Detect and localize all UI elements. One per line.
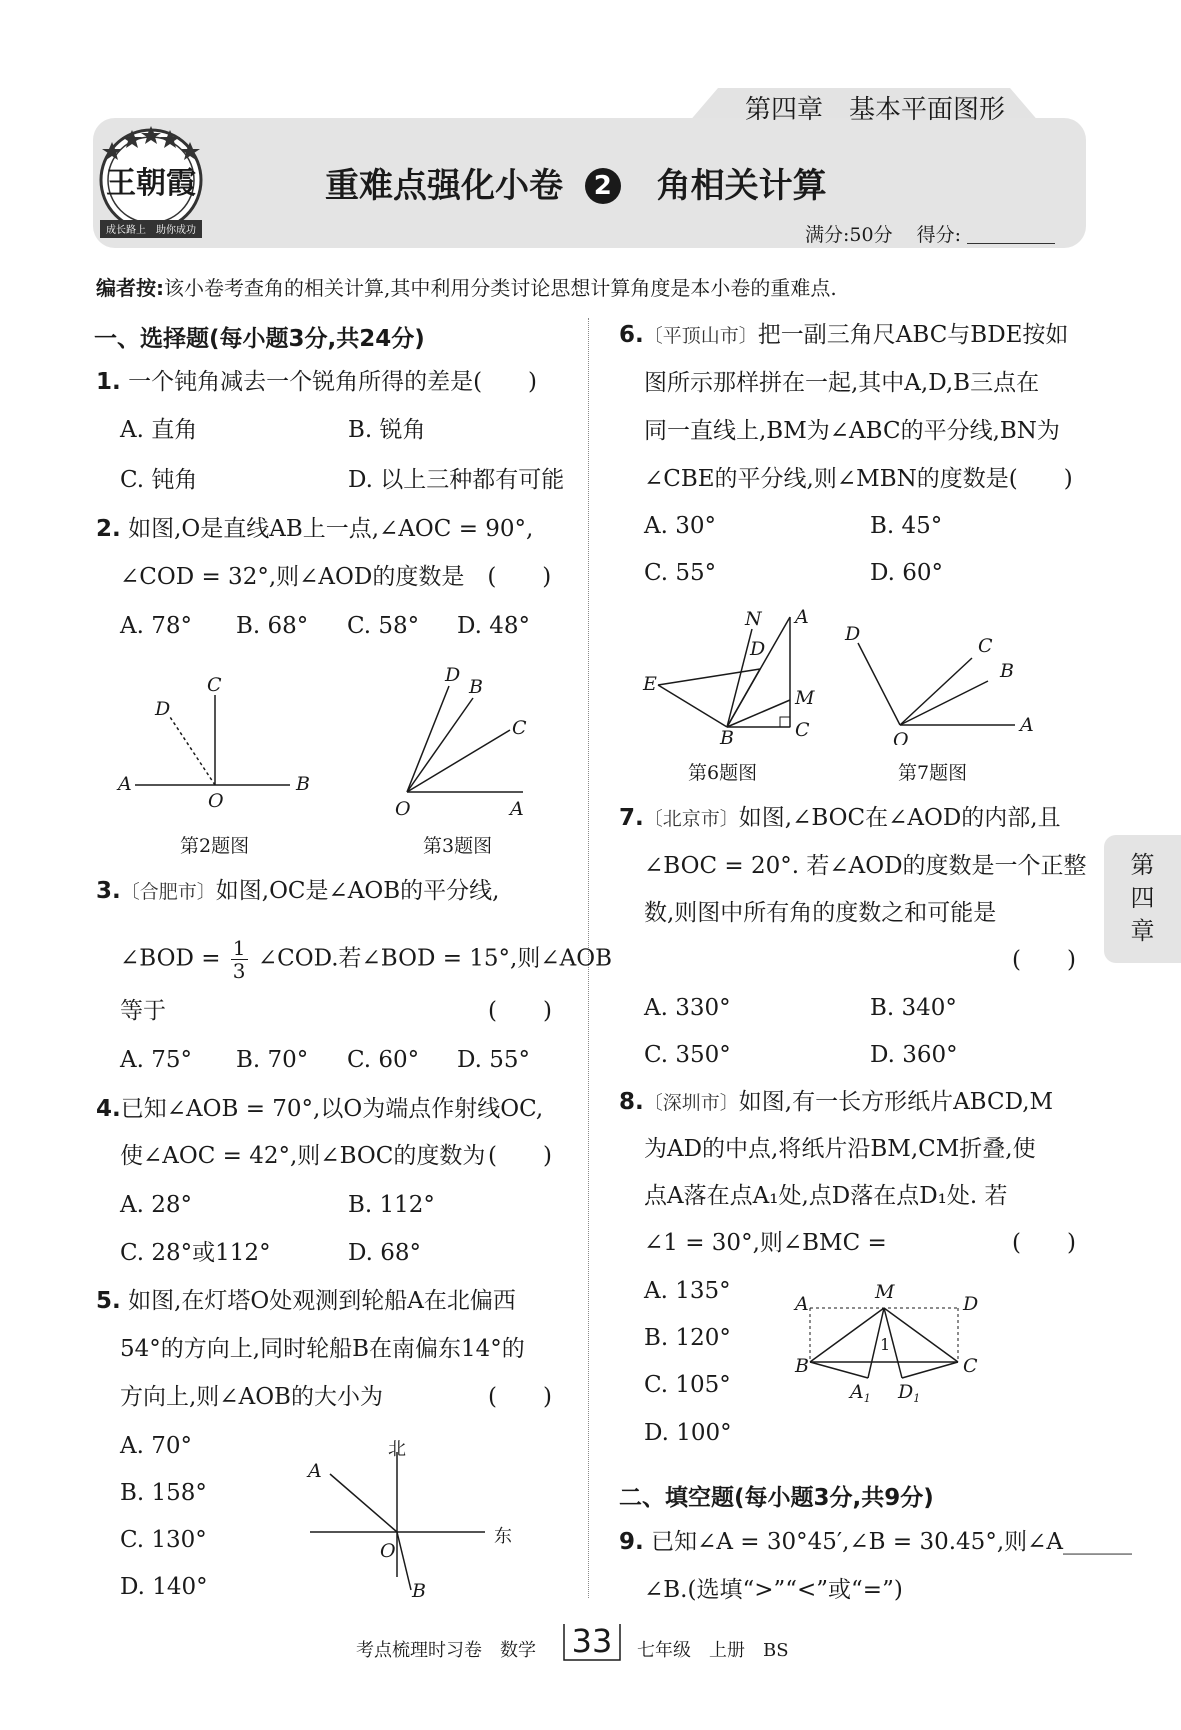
svg-text:A: A [118,773,132,795]
q8-answer-paren: ( ) [1012,1230,1076,1256]
q3-option-b: B. 70° [236,1047,309,1073]
q6-figure [640,605,830,745]
svg-text:B: B [296,773,310,795]
q6-option-a: A. 30° [644,513,716,539]
q4-stem-line1: 4.已知∠AOB = 70°,以O为端点作射线OC, [96,1096,544,1122]
footer-left: 考点梳理时习卷 数学 [356,1640,536,1661]
score-blank [967,225,1055,244]
q7-stem-line1: 7.〔北京市〕如图,∠BOC在∠AOD的内部,且 [619,805,1061,831]
q1-option-c: C. 钝角 [120,467,198,493]
page-number: 33 [571,1622,613,1660]
q8-stem-line4: ∠1 = 30°,则∠BMC = [644,1230,887,1256]
q1-stem: 1. 一个钝角减去一个锐角所得的差是( ) [96,369,538,395]
banner-title: 重难点强化小卷 2 角相关计算 [325,166,827,206]
q5-stem-line2: 54°的方向上,同时轮船B在南偏东14°的 [120,1336,525,1362]
q2-stem-line1: 2. 如图,O是直线AB上一点,∠AOC = 90°, [96,516,534,542]
svg-text:B: B [720,727,734,745]
svg-text:D: D [750,638,766,660]
q2-option-c: C. 58° [347,613,420,639]
q7-stem-line2: ∠BOC = 20°. 若∠AOD的度数是一个正整 [644,853,1087,879]
q7-stem-line3: 数,则图中所有角的度数之和可能是 [644,900,997,926]
q6-option-c: C. 55° [644,560,717,586]
q6-stem-line4: ∠CBE的平分线,则∠MBN的度数是( ) [644,466,1073,492]
section2-title: 二、填空题(每小题3分,共9分) [619,1485,934,1511]
q2-figure-caption: 第2题图 [180,835,250,857]
q5-option-b: B. 158° [120,1480,207,1506]
q8-option-a: A. 135° [644,1278,731,1304]
q2-option-d: D. 48° [457,613,531,639]
svg-text:C: C [512,717,527,739]
svg-text:D1: $D_1$ [898,1381,921,1405]
q7-figure-caption: 第7题图 [898,762,968,784]
q4-option-d: D. 68° [348,1240,422,1266]
svg-text:C: C [795,719,810,741]
q5-option-d: D. 140° [120,1574,208,1600]
svg-text:C: C [207,674,222,696]
q7-option-a: A. 330° [644,995,731,1021]
svg-text:B: B [469,676,483,698]
svg-text:A: A [795,606,809,628]
svg-text:D: D [845,623,861,645]
q9-stem-line2: ∠B.(选填“>”“<”或“=”) [644,1577,903,1603]
q2-option-b: B. 68° [236,613,309,639]
svg-text:O: O [208,790,224,812]
chapter-header: 第四章 基本平面图形 [745,95,1006,125]
q6-figure-caption: 第6题图 [688,762,758,784]
q7-answer-paren: ( ) [1012,947,1076,973]
q3-stem-line2: ∠BOD = $\frac{1}{3}$ ∠COD.若∠BOD = 15°,则∠AOB [120,936,613,983]
q4-option-b: B. 112° [348,1192,435,1218]
q8-stem-line3: 点A落在点A₁处,点D落在点D₁处. 若 [644,1183,1008,1209]
chapter-side-tab: 第 四 章 [1104,835,1181,963]
q2-figure [110,670,320,820]
svg-text:A: A [308,1460,322,1482]
section1-title: 一、选择题(每小题3分,共24分) [94,326,425,352]
q6-stem-line3: 同一直线上,BM为∠ABC的平分线,BN为 [644,418,1060,444]
q6-stem-line1: 6.〔平顶山市〕把一副三角尺ABC与BDE按如 [619,322,1069,348]
q8-figure [790,1280,990,1410]
q9-stem-line1: 9. 已知∠A = 30°45′,∠B = 30.45°,则∠A______ [619,1529,1133,1555]
q8-stem-line2: 为AD的中点,将纸片沿BM,CM折叠,使 [644,1136,1036,1162]
q4-option-c: C. 28°或112° [120,1240,271,1266]
q7-figure [840,615,1040,745]
q3-option-d: D. 55° [457,1047,531,1073]
svg-text:B: B [412,1580,426,1602]
score-info: 满分:50分 得分: [805,220,1055,247]
q5-option-c: C. 130° [120,1527,207,1553]
svg-text:A: A [1020,714,1034,736]
svg-text:M: M [795,687,815,709]
q5-stem-line3: 方向上,则∠AOB的大小为 [120,1384,383,1410]
q2-stem-line2: ∠COD = 32°,则∠AOD的度数是 ( ) [120,564,552,590]
page-number-bracket [560,1620,624,1664]
svg-text:1: 1 [880,1335,891,1354]
q8-stem-line1: 8.〔深圳市〕如图,有一长方形纸片ABCD,M [619,1089,1054,1115]
q7-option-b: B. 340° [870,995,957,1021]
q3-figure [385,660,535,820]
svg-text:N: N [745,608,762,630]
q6-option-d: D. 60° [870,560,944,586]
q4-stem-line2: 使∠AOC = 42°,则∠BOC的度数为 [120,1143,486,1169]
svg-text:M: M [875,1281,895,1303]
q5-answer-paren: ( ) [488,1384,552,1410]
q8-option-b: B. 120° [644,1325,731,1351]
svg-text:A1: $A_1$ [850,1381,871,1405]
svg-text:C: C [963,1355,978,1377]
q1-option-b: B. 锐角 [348,417,426,443]
svg-text:A: A [795,1293,809,1315]
q3-stem-line1: 3.〔合肥市〕如图,OC是∠AOB的平分线, [96,878,500,904]
q1-option-d: D. 以上三种都有可能 [348,467,565,493]
svg-text:D: D [155,698,171,720]
editor-note: 编者按:该小卷考查角的相关计算,其中利用分类讨论思想计算角度是本小卷的重难点. [96,276,837,300]
q1-option-a: A. 直角 [120,417,198,443]
q2-option-a: A. 78° [120,613,192,639]
svg-text:D: D [963,1293,979,1315]
svg-text:D: D [445,664,461,686]
footer-right: 七年级 上册 BS [637,1640,789,1661]
svg-text:O: O [893,729,909,745]
q6-stem-line2: 图所示那样拼在一起,其中A,D,B三点在 [644,370,1040,396]
q5-east-label: 东 [494,1526,512,1547]
q3-option-a: A. 75° [120,1047,192,1073]
q5-option-a: A. 70° [120,1433,192,1459]
q8-option-d: D. 100° [644,1420,732,1446]
svg-text:E: E [643,673,657,695]
q5-stem-line1: 5. 如图,在灯塔O处观测到轮船A在北偏西 [96,1288,516,1314]
q6-option-b: B. 45° [870,513,943,539]
title-number-badge: 2 [585,168,621,204]
svg-text:O: O [395,798,411,820]
svg-text:B: B [1000,660,1014,682]
logo: 王朝霞 成长路上 助你成功 [92,122,210,244]
q8-option-c: C. 105° [644,1372,731,1398]
q3-option-c: C. 60° [347,1047,420,1073]
svg-text:C: C [978,635,993,657]
q5-figure [300,1432,530,1607]
q3-stem-line3: 等于 [120,998,166,1024]
q7-option-c: C. 350° [644,1042,731,1068]
svg-text:A: A [510,798,524,820]
q5-north-label: 北 [388,1439,406,1460]
q4-answer-paren: ( ) [488,1143,552,1169]
svg-text:B: B [795,1355,809,1377]
svg-text:O: O [380,1540,396,1562]
q4-option-a: A. 28° [120,1192,192,1218]
q3-answer-paren: ( ) [488,998,552,1024]
q3-figure-caption: 第3题图 [423,835,493,857]
q7-option-d: D. 360° [870,1042,958,1068]
